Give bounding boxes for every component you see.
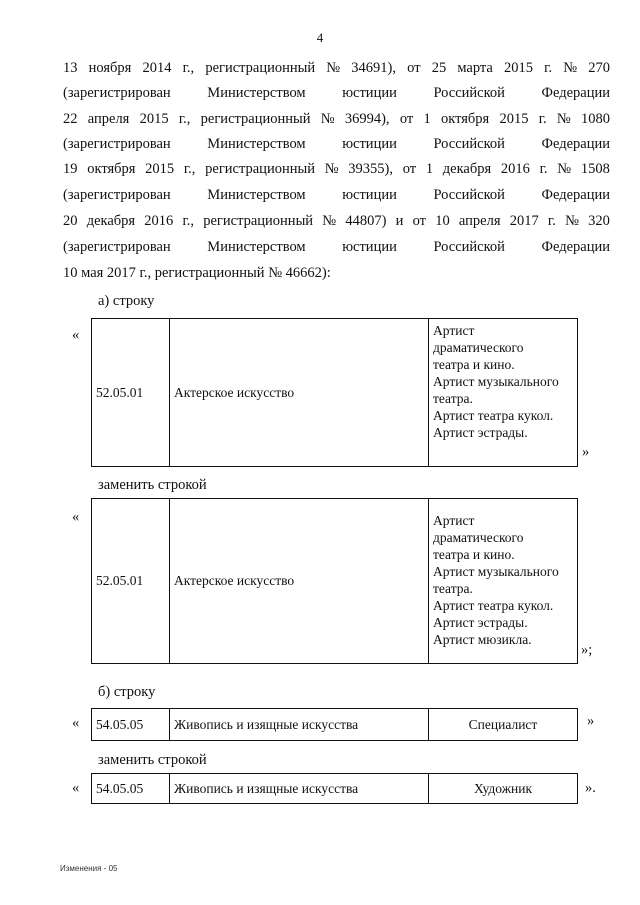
body-word: № <box>322 213 337 229</box>
specialty-name: Живопись и изящные искусства <box>170 709 429 741</box>
body-word: № <box>556 111 571 127</box>
body-word: декабря <box>86 213 136 229</box>
body-word: регистрационный <box>200 111 311 127</box>
qualifications-cell <box>429 499 578 664</box>
body-word: (зарегистрирован <box>63 187 171 203</box>
body-word: 2016 <box>500 161 530 177</box>
open-quote: « <box>72 715 80 731</box>
body-word: 270 <box>588 60 610 76</box>
body-word: и <box>395 213 404 229</box>
qualifications-cell <box>429 319 578 467</box>
specialty-name: Актерское искусство <box>170 319 429 467</box>
body-word: г. <box>547 213 556 229</box>
body-word: Министерством <box>207 136 306 152</box>
body-word: (зарегистрирован <box>63 136 171 152</box>
body-word: Российской <box>433 187 505 203</box>
specialty-code: 54.05.05 <box>92 709 170 741</box>
body-word: (зарегистрирован <box>63 85 171 101</box>
body-word: Российской <box>433 85 505 101</box>
body-word: от <box>399 111 414 127</box>
body-line <box>63 85 610 102</box>
body-word: Министерством <box>207 187 306 203</box>
close-quote: » <box>582 444 590 460</box>
body-word: 1508 <box>580 161 610 177</box>
body-word: Федерации <box>541 85 610 101</box>
body-word: декабря <box>442 161 492 177</box>
close-quote: ». <box>585 780 596 796</box>
body-word: г., <box>178 111 191 127</box>
body-word: апреля <box>87 111 130 127</box>
qualification: Специалист <box>429 709 578 741</box>
body-word: Российской <box>433 239 505 255</box>
body-line <box>63 161 610 178</box>
body-word: 1080 <box>580 111 610 127</box>
qualification-line: театра и кино. <box>433 357 515 372</box>
body-word: 19 <box>63 161 78 177</box>
specialty-code: 52.05.01 <box>92 499 170 664</box>
body-word: № <box>565 213 579 229</box>
section-b-label: б) строку <box>98 684 156 700</box>
body-word: 1 <box>425 161 434 177</box>
specialty-name: Живопись и изящные искусства <box>170 774 429 804</box>
body-word: 13 <box>63 60 78 76</box>
new-row-table-b <box>91 773 578 804</box>
replace-label: заменить строкой <box>98 477 207 493</box>
body-word: Федерации <box>541 239 610 255</box>
new-row-table <box>91 498 578 664</box>
body-word: № <box>563 60 578 76</box>
body-line <box>63 136 610 153</box>
body-word: г. <box>538 111 547 127</box>
body-word: от <box>412 213 426 229</box>
body-word: марта <box>457 60 493 76</box>
body-word: 2015 <box>504 60 533 76</box>
body-word: юстиции <box>342 187 397 203</box>
body-word: 39355), <box>348 161 393 177</box>
qualification-line: театра и кино. <box>433 547 515 562</box>
qualification-line: театра. <box>433 581 473 596</box>
qualification-line: Артист мюзикла. <box>433 632 532 647</box>
close-quote: »; <box>581 642 593 658</box>
body-word: регистрационный <box>205 60 316 76</box>
qualification-line: театра. <box>433 391 473 406</box>
specialty-code: 52.05.01 <box>92 319 170 467</box>
body-word: № <box>320 111 335 127</box>
body-word: (зарегистрирован <box>63 239 171 255</box>
body-word: г., <box>182 213 195 229</box>
body-word: от <box>402 161 417 177</box>
specialty-code: 54.05.05 <box>92 774 170 804</box>
body-word: 2014 <box>142 60 172 76</box>
body-line <box>63 187 610 204</box>
body-word: г. <box>544 60 553 76</box>
specialty-name: Актерское искусство <box>170 499 429 664</box>
body-word: 20 <box>63 213 78 229</box>
body-line <box>63 111 610 128</box>
body-word: октября <box>440 111 490 127</box>
body-word: № <box>326 60 341 76</box>
body-word: № <box>557 161 572 177</box>
open-quote: « <box>72 327 80 343</box>
body-word: ноября <box>88 60 132 76</box>
qualification-line: Артист <box>433 513 475 528</box>
body-word: Федерации <box>541 136 610 152</box>
section-a-label: а) строку <box>98 293 155 309</box>
qualification-line: драматического <box>433 340 524 355</box>
body-word: г., <box>183 161 196 177</box>
body-line <box>63 213 610 230</box>
body-word: 36994), <box>344 111 390 127</box>
body-word: 1 <box>423 111 431 127</box>
page-number: 4 <box>316 30 324 45</box>
body-word: 22 <box>63 111 78 127</box>
qualification-line: Артист театра кукол. <box>433 408 554 423</box>
body-word: юстиции <box>342 239 397 255</box>
open-quote: « <box>72 780 80 796</box>
footer-note: Изменения - 05 <box>60 864 118 873</box>
old-row-table-b <box>91 708 578 741</box>
body-word: 2015 <box>145 161 175 177</box>
body-word: от <box>407 60 421 76</box>
body-word: г. <box>539 161 548 177</box>
body-word: № <box>324 161 339 177</box>
old-row-table <box>91 318 578 467</box>
body-word: 2015 <box>139 111 169 127</box>
body-word: регистрационный <box>203 213 314 229</box>
qualification-line: Артист эстрады. <box>433 615 528 630</box>
body-word: 44807) <box>345 213 387 229</box>
body-word: 10 <box>435 213 450 229</box>
body-line <box>63 239 610 256</box>
body-word: г., <box>182 60 195 76</box>
qualification-line: Артист <box>433 323 475 338</box>
body-word: 320 <box>588 213 610 229</box>
qualification-line: Артист театра кукол. <box>433 598 554 613</box>
qualification: Художник <box>429 774 578 804</box>
body-line <box>63 60 610 77</box>
body-word: юстиции <box>342 85 397 101</box>
qualification-line: Артист музыкального <box>433 374 559 389</box>
replace-label: заменить строкой <box>98 752 207 768</box>
qualification-line: Артист музыкального <box>433 564 559 579</box>
qualification-line: Артист эстрады. <box>433 425 528 440</box>
body-word: Федерации <box>541 187 610 203</box>
body-word: Министерством <box>207 85 306 101</box>
close-quote: » <box>587 713 595 729</box>
qualification-line: драматического <box>433 530 524 545</box>
body-word: Министерством <box>207 239 306 255</box>
body-line-last: 10 мая 2017 г., регистрационный № 46662): <box>63 265 331 281</box>
body-word: 2015 <box>499 111 529 127</box>
body-word: 2016 <box>144 213 174 229</box>
body-word: 25 <box>431 60 447 76</box>
body-word: октября <box>87 161 136 177</box>
open-quote: « <box>72 509 80 525</box>
body-word: Российской <box>433 136 505 152</box>
body-word: 2017 <box>509 213 539 229</box>
body-word: регистрационный <box>205 161 315 177</box>
body-word: 34691), <box>351 60 396 76</box>
body-word: юстиции <box>342 136 397 152</box>
body-word: апреля <box>458 213 501 229</box>
